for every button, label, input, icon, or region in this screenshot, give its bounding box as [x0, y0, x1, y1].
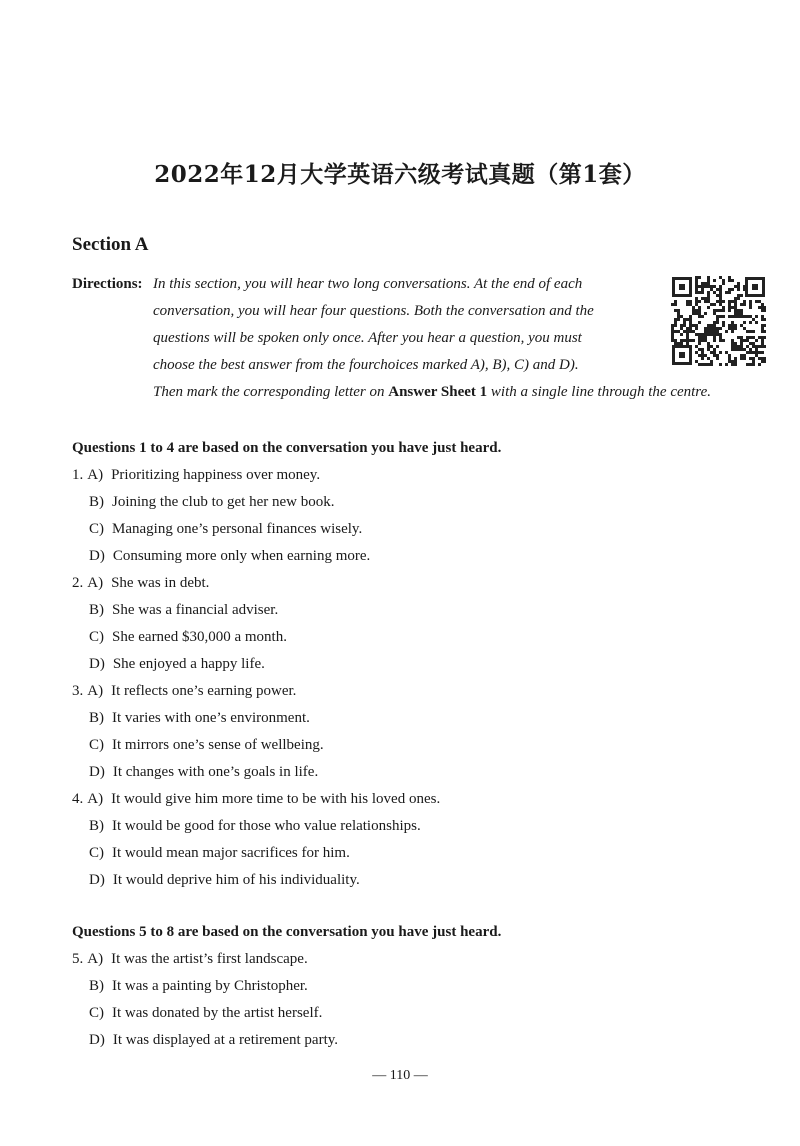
option-letter: C) — [89, 521, 104, 537]
option-letter: A) — [87, 575, 104, 591]
option-letter: B) — [89, 978, 104, 994]
option-letter: A) — [87, 951, 104, 967]
answer-option[interactable] — [89, 602, 278, 619]
section-heading: Section A — [72, 234, 149, 255]
qr-code-icon[interactable] — [671, 276, 766, 366]
answer-option[interactable] — [89, 737, 324, 754]
answer-option[interactable] — [89, 548, 370, 565]
answer-option[interactable] — [89, 1032, 338, 1049]
option-letter: C) — [89, 845, 104, 861]
answer-option[interactable] — [72, 467, 320, 484]
directions-text: Then mark the corresponding letter on — [153, 384, 389, 400]
option-letter: D) — [89, 656, 105, 672]
directions-line — [153, 384, 711, 401]
directions-line: choose the best answer from the fourchoices marked A), B), C) and D). — [153, 357, 579, 373]
option-text: Managing one’s personal finances wisely. — [112, 521, 363, 537]
option-text: She was a financial adviser. — [112, 602, 279, 618]
page-title: 2022年12月大学英语六级考试真题（第1套） — [154, 161, 646, 188]
directions-line: In this section, you will hear two long conversations. At the end of each — [153, 276, 583, 292]
option-text: It would deprive him of his individuality. — [112, 872, 360, 888]
answer-option[interactable] — [89, 978, 308, 995]
option-text: She earned $30,000 a month. — [112, 629, 287, 645]
answer-option[interactable] — [89, 818, 421, 835]
answer-option[interactable] — [89, 656, 265, 673]
answer-option[interactable] — [89, 872, 360, 889]
option-text: Prioritizing happiness over money. — [111, 467, 321, 483]
answer-option[interactable] — [89, 845, 350, 862]
answer-option[interactable] — [72, 683, 296, 700]
option-text: It would be good for those who value relationships. — [112, 818, 421, 834]
answer-option[interactable] — [72, 791, 440, 808]
question-number: 3. — [72, 683, 84, 699]
option-letter: A) — [87, 683, 104, 699]
answer-option[interactable] — [89, 629, 287, 646]
option-letter: D) — [89, 764, 105, 780]
option-text: Consuming more only when earning more. — [112, 548, 371, 564]
option-text: It varies with one’s environment. — [112, 710, 310, 726]
directions-label: Directions: — [72, 276, 143, 292]
questions-heading: Questions 1 to 4 are based on the conversation you have just heard. — [72, 440, 502, 456]
answer-option[interactable] — [89, 710, 310, 727]
answer-option[interactable] — [89, 764, 318, 781]
option-letter: C) — [89, 737, 104, 753]
questions-heading: Questions 5 to 8 are based on the conversation you have just heard. — [72, 924, 502, 940]
directions-line: conversation, you will hear four questions. Both the conversation and the — [153, 303, 594, 319]
answer-sheet-label: Answer Sheet 1 — [388, 384, 488, 400]
option-text: It mirrors one’s sense of wellbeing. — [112, 737, 324, 753]
option-text: She was in debt. — [111, 575, 210, 591]
page-number: — 110 — — [372, 1068, 428, 1083]
answer-option[interactable] — [89, 521, 362, 538]
option-text: It was displayed at a retirement party. — [112, 1032, 339, 1048]
option-text: Joining the club to get her new book. — [112, 494, 335, 510]
option-text: It was a painting by Christopher. — [112, 978, 308, 994]
option-letter: D) — [89, 548, 105, 564]
question-number: 5. — [72, 951, 84, 967]
option-text: It would give him more time to be with his loved ones. — [111, 791, 441, 807]
option-letter: B) — [89, 602, 104, 618]
question-number: 2. — [72, 575, 84, 591]
answer-option[interactable] — [89, 1005, 322, 1022]
option-letter: B) — [89, 494, 104, 510]
option-text: It changes with one’s goals in life. — [112, 764, 319, 780]
option-text: She enjoyed a happy life. — [112, 656, 265, 672]
option-text: It was the artist’s first landscape. — [111, 951, 308, 967]
option-letter: C) — [89, 629, 104, 645]
option-letter: A) — [87, 791, 104, 807]
answer-option[interactable] — [89, 494, 334, 511]
answer-option[interactable] — [72, 951, 308, 968]
option-letter: C) — [89, 1005, 104, 1021]
option-letter: D) — [89, 872, 105, 888]
question-number: 1. — [72, 467, 84, 483]
option-text: It reflects one’s earning power. — [111, 683, 297, 699]
option-letter: B) — [89, 818, 104, 834]
option-letter: A) — [87, 467, 104, 483]
directions-text: with a single line through the centre. — [487, 384, 711, 400]
option-text: It was donated by the artist herself. — [112, 1005, 323, 1021]
option-text: It would mean major sacrifices for him. — [112, 845, 350, 861]
option-letter: D) — [89, 1032, 105, 1048]
directions-line: questions will be spoken only once. After you hear a question, you must — [153, 330, 582, 346]
question-number: 4. — [72, 791, 84, 807]
option-letter: B) — [89, 710, 104, 726]
answer-option[interactable] — [72, 575, 209, 592]
